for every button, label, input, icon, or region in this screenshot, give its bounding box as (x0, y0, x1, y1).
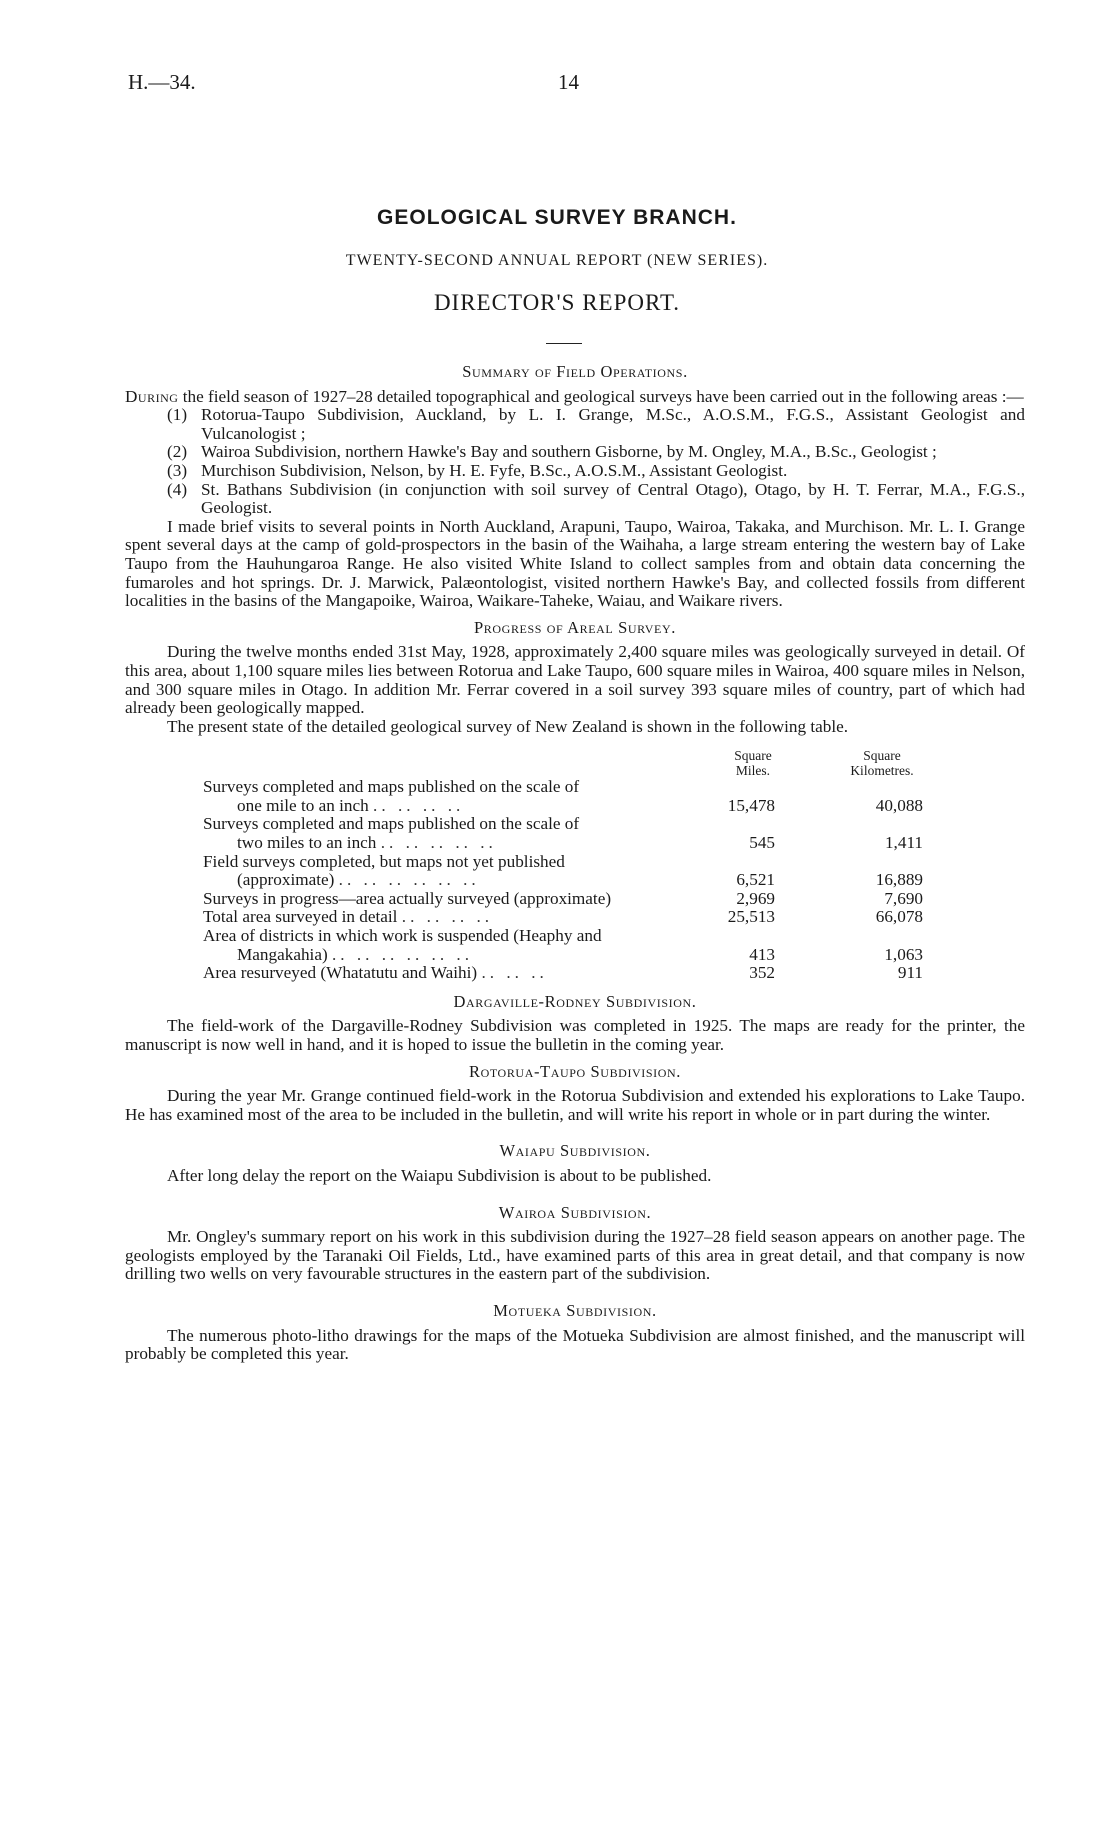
row-label: Field surveys completed, but maps not yet published (approximate) .. .. .. .. .. .. (203, 851, 565, 890)
list-item (167, 462, 1025, 481)
row-km: 16,889 (875, 870, 923, 890)
row-miles: 413 (749, 944, 775, 964)
summary-intro-lead: During (125, 386, 179, 406)
table-header (125, 748, 1025, 778)
table-row (125, 778, 1025, 815)
table-row (125, 964, 1025, 983)
row-km: 7,690 (884, 888, 923, 908)
table-row (125, 908, 1025, 927)
report-body (125, 363, 1025, 1364)
page-reference: H.—34. (128, 70, 196, 94)
row-km: 1,063 (884, 944, 923, 964)
summary-heading: Summary of Field Operations. (462, 362, 688, 381)
page-number: 14 (558, 70, 579, 94)
row-km: 911 (897, 963, 923, 983)
list-number: (1) (167, 405, 188, 425)
list-number: (4) (167, 479, 188, 499)
areal-paragraph: During the twelve months ended 31st May, 1928, approximately 2,400 square miles was geologically surveyed in detail. Of this area, about 1,100 square miles lies between Rotorua and Lake Taupo, 600 square miles in Wairoa, 400 square miles in Nelson, and 300 square miles in Otago. In addition Mr. Ferrar covered in a soil survey 393 square miles of country, part of which had already been geologically mapped. (125, 642, 1025, 718)
summary-intro (125, 388, 1025, 407)
list-number: (2) (167, 442, 188, 462)
table-row (125, 815, 1025, 852)
table-row (125, 890, 1025, 909)
waiapu-paragraph: After long delay the report on the Waiapu Subdivision is about to be published. (167, 1165, 712, 1185)
list-text: Rotorua-Taupo Subdivision, Auckland, by L. I. Grange, M.Sc., A.O.S.M., F.G.S., Assistant Geologist and Vulcanologist ; (201, 405, 1025, 443)
branch-title: GEOLOGICAL SURVEY BRANCH. (377, 206, 737, 229)
dargaville-heading: Dargaville-Rodney Subdivision. (453, 991, 697, 1011)
areal-survey-heading: Progress of Areal Survey. (474, 617, 676, 637)
visits-paragraph: I made brief visits to several points in North Auckland, Arapuni, Taupo, Wairoa, Takaka, and Murchison. Mr. L. I. Grange spent several days at the camp of gold-prospectors in the basin of the Waihaha, a large stream entering the western bay of Lake Taupo from the Hauhungaroa Range. He also visited White Island to collect samples from and obtain data concerning the fumaroles and hot springs. Dr. J. Marwick, Palæontologist, visited northern Hawke's Bay, and collected fossils from different localities in the basins of the Mangapoike, Wairoa, Waikare-Taheke, Waiau, and Waikare rivers. (125, 516, 1025, 611)
row-miles: 25,513 (727, 907, 775, 927)
list-item (167, 481, 1025, 518)
row-km: 1,411 (884, 833, 923, 853)
row-miles: 6,521 (736, 870, 775, 890)
row-miles: 352 (749, 963, 775, 983)
row-label: Surveys in progress—area actually surveyed (approximate) (203, 888, 612, 908)
row-label: Area resurveyed (Whatatutu and Waihi) .. .. .. (203, 963, 548, 983)
title-divider (546, 343, 582, 344)
row-km: 66,078 (875, 907, 923, 927)
summary-intro-text: the field season of 1927–28 detailed topographical and geological surveys have been carried out in the following areas :— (178, 386, 1024, 406)
wairoa-heading: Wairoa Subdivision. (498, 1202, 652, 1222)
column-header-km: Square Kilometres. (850, 748, 914, 779)
list-text: Wairoa Subdivision, northern Hawke's Bay and southern Gisborne, by M. Ongley, M.A., B.Sc., Geologist ; (201, 442, 937, 462)
row-km: 40,088 (875, 795, 923, 815)
survey-table (125, 748, 1025, 983)
row-miles: 15,478 (727, 795, 775, 815)
list-text: St. Bathans Subdivision (in conjunction with soil survey of Central Otago), Otago, by H. T. Ferrar, M.A., F.G.S., Geologist. (201, 479, 1025, 518)
wairoa-paragraph: Mr. Ongley's summary report on his work in this subdivision during the 1927–28 field season appears on another page. The geologists employed by the Taranaki Oil Fields, Ltd., have examined parts of this area in great detail, and that company is now drilling two wells on very favourable structures in the eastern part of the subdivision. (125, 1227, 1025, 1284)
director-report-title: DIRECTOR'S REPORT. (433, 290, 681, 315)
table-row (125, 853, 1025, 890)
list-number: (3) (167, 460, 188, 480)
row-label: Surveys completed and maps published on the scale of one mile to an inch .. .. .. .. (203, 777, 580, 815)
row-label: Surveys completed and maps published on the scale of two miles to an inch .. .. .. .. .. (203, 814, 580, 853)
report-subtitle: TWENTY-SECOND ANNUAL REPORT (NEW SERIES). (345, 252, 769, 269)
row-label: Area of districts in which work is suspended (Heaphy and Mangakahia) .. .. .. .. .. .. (203, 926, 602, 964)
motueka-paragraph: The numerous photo-litho drawings for the maps of the Motueka Subdivision are almost finished, and the manuscript will probably be completed this year. (125, 1325, 1025, 1364)
list-item (167, 406, 1025, 443)
table-row (125, 927, 1025, 964)
waiapu-heading: Waiapu Subdivision. (499, 1141, 651, 1161)
table-intro-paragraph: The present state of the detailed geological survey of New Zealand is shown in the following table. (167, 716, 849, 736)
list-item (167, 443, 1025, 462)
dargaville-paragraph: The field-work of the Dargaville-Rodney Subdivision was completed in 1925. The maps are ready for the printer, the manuscript is now well in hand, and it is hoped to issue the bulletin in the coming year. (125, 1016, 1025, 1054)
survey-areas-list (125, 406, 1025, 518)
column-header-miles: Square Miles. (734, 748, 772, 779)
rotorua-heading: Rotorua-Taupo Subdivision. (468, 1061, 682, 1081)
list-text: Murchison Subdivision, Nelson, by H. E. Fyfe, B.Sc., A.O.S.M., Assistant Geologist. (201, 460, 788, 480)
row-label: Total area surveyed in detail .. .. .. .. (203, 907, 494, 927)
row-miles: 2,969 (736, 888, 775, 908)
row-miles: 545 (749, 833, 775, 853)
motueka-heading: Motueka Subdivision. (493, 1300, 657, 1320)
rotorua-paragraph: During the year Mr. Grange continued field-work in the Rotorua Subdivision and extended his explorations to Lake Taupo. He has examined most of the area to be included in the bulletin, and will write his report in whole or in part during the winter. (125, 1086, 1025, 1124)
